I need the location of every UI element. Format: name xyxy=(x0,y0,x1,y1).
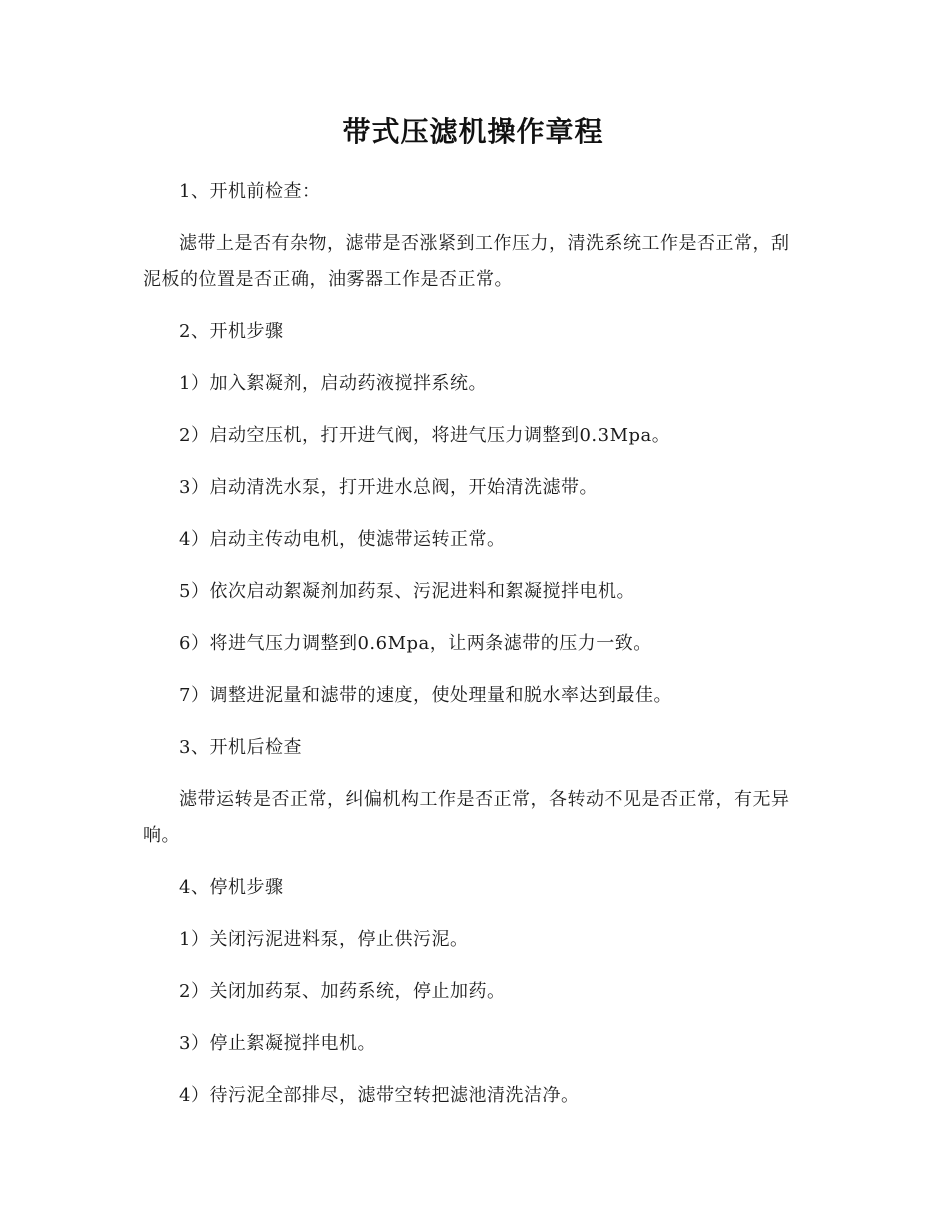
section-heading-stop-steps: 4、停机步骤 xyxy=(179,877,284,898)
document-title: 带式压滤机操作章程 xyxy=(342,115,604,148)
section-heading-start-steps: 2、开机步骤 xyxy=(179,321,284,342)
section-heading-pre-start-check: 1、开机前检查： xyxy=(179,181,321,202)
list-item-start-step-4: 4）启动主传动电机，使滤带运转正常。 xyxy=(179,529,506,550)
list-item-start-step-2: 2）启动空压机，打开进气阀，将进气压力调整到0.3Mpa。 xyxy=(179,425,671,446)
list-item-start-step-3: 3）启动清洗水泵，打开进水总阀，开始清洗滤带。 xyxy=(179,477,598,498)
section-heading-post-start-check: 3、开机后检查 xyxy=(179,737,302,758)
list-item-stop-step-4: 4）待污泥全部排尽，滤带空转把滤池清洗洁净。 xyxy=(179,1085,580,1106)
list-item-stop-step-3: 3）停止絮凝搅拌电机。 xyxy=(179,1033,376,1054)
paragraph-pre-start-check: 滤带上是否有杂物，滤带是否涨紧到工作压力，清洗系统工作是否正常，刮泥板的位置是否正确，油雾器工作是否正常。 xyxy=(143,233,790,290)
list-item-start-step-7: 7）调整进泥量和滤带的速度，使处理量和脱水率达到最佳。 xyxy=(179,685,672,706)
list-item-start-step-6: 6）将进气压力调整到0.6Mpa，让两条滤带的压力一致。 xyxy=(179,633,652,654)
list-item-start-step-5: 5）依次启动絮凝剂加药泵、污泥进料和絮凝搅拌电机。 xyxy=(179,581,635,602)
paragraph-post-start-check: 滤带运转是否正常，纠偏机构工作是否正常，各转动不见是否正常，有无异响。 xyxy=(143,789,790,846)
list-item-start-step-1: 1）加入絮凝剂，启动药液搅拌系统。 xyxy=(179,373,487,394)
document-page xyxy=(143,112,803,1130)
list-item-stop-step-1: 1）关闭污泥进料泵，停止供污泥。 xyxy=(179,929,469,950)
list-item-stop-step-2: 2）关闭加药泵、加药系统，停止加药。 xyxy=(179,981,506,1002)
